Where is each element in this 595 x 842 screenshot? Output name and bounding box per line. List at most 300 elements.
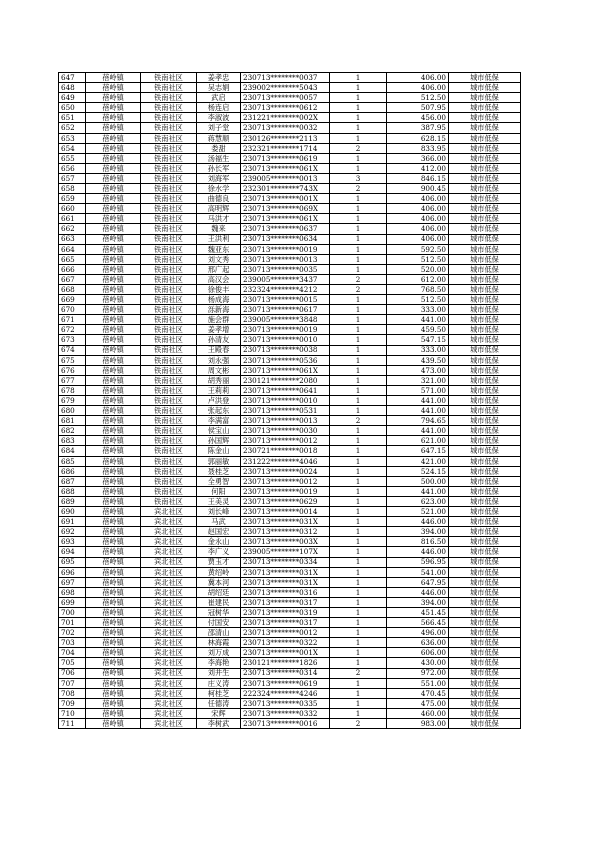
id-number-cell: 239005********3437: [241, 274, 330, 284]
table-row: [59, 537, 521, 547]
row-number-cell: 692: [59, 527, 86, 537]
household-size-cell: 1: [330, 295, 387, 305]
name-cell: 贾玉才: [197, 557, 241, 567]
row-number-cell: 667: [59, 274, 86, 284]
table-row: [59, 325, 521, 335]
amount-cell: 520.00: [387, 264, 449, 274]
relief-type-cell: 城市低保: [449, 658, 521, 668]
table-row: [59, 315, 521, 325]
relief-type-cell: 城市低保: [449, 234, 521, 244]
community-cell: 铁南社区: [141, 365, 197, 375]
name-cell: 马武: [197, 517, 241, 527]
row-number-cell: 668: [59, 284, 86, 294]
amount-cell: 441.00: [387, 315, 449, 325]
id-number-cell: 230713********0013: [241, 416, 330, 426]
town-cell: 蓓岭镇: [86, 284, 141, 294]
community-cell: 铁南社区: [141, 214, 197, 224]
town-cell: 蓓岭镇: [86, 517, 141, 527]
table-row: [59, 597, 521, 607]
household-size-cell: 2: [330, 184, 387, 194]
community-cell: 宾北社区: [141, 517, 197, 527]
table-row: [59, 113, 521, 123]
name-cell: 李淑波: [197, 113, 241, 123]
community-cell: 铁南社区: [141, 355, 197, 365]
name-cell: 杨连启: [197, 103, 241, 113]
id-number-cell: 239005********0013: [241, 173, 330, 183]
id-number-cell: 230713********0010: [241, 335, 330, 345]
amount-cell: 623.00: [387, 496, 449, 506]
id-number-cell: 230713********0317: [241, 618, 330, 628]
relief-type-cell: 城市低保: [449, 355, 521, 365]
table-row: [59, 73, 521, 83]
relief-type-cell: 城市低保: [449, 678, 521, 688]
amount-cell: 816.50: [387, 537, 449, 547]
name-cell: 高明辉: [197, 204, 241, 214]
town-cell: 蓓岭镇: [86, 698, 141, 708]
household-size-cell: 1: [330, 153, 387, 163]
community-cell: 宾北社区: [141, 607, 197, 617]
community-cell: 铁南社区: [141, 143, 197, 153]
table-body: [59, 73, 521, 729]
name-cell: 刘长峰: [197, 507, 241, 517]
id-number-cell: 230126********2113: [241, 133, 330, 143]
name-cell: 侯宝山: [197, 426, 241, 436]
amount-cell: 387.95: [387, 123, 449, 133]
relief-type-cell: 城市低保: [449, 547, 521, 557]
amount-cell: 406.00: [387, 194, 449, 204]
community-cell: 铁南社区: [141, 496, 197, 506]
community-cell: 铁南社区: [141, 113, 197, 123]
household-size-cell: 1: [330, 123, 387, 133]
household-size-cell: 1: [330, 103, 387, 113]
household-size-cell: 1: [330, 618, 387, 628]
amount-cell: 394.00: [387, 597, 449, 607]
id-number-cell: 230713********0612: [241, 103, 330, 113]
row-number-cell: 654: [59, 143, 86, 153]
table-row: [59, 607, 521, 617]
household-size-cell: 2: [330, 668, 387, 678]
table-row: [59, 375, 521, 385]
id-number-cell: 230713********0314: [241, 668, 330, 678]
name-cell: 马洪才: [197, 214, 241, 224]
household-size-cell: 1: [330, 567, 387, 577]
amount-cell: 900.45: [387, 184, 449, 194]
town-cell: 蓓岭镇: [86, 153, 141, 163]
community-cell: 宾北社区: [141, 719, 197, 729]
community-cell: 铁南社区: [141, 436, 197, 446]
id-number-cell: 230713********061X: [241, 163, 330, 173]
town-cell: 蓓岭镇: [86, 426, 141, 436]
relief-type-cell: 城市低保: [449, 618, 521, 628]
name-cell: 曲德良: [197, 194, 241, 204]
household-size-cell: 1: [330, 234, 387, 244]
household-size-cell: 1: [330, 688, 387, 698]
relief-type-cell: 城市低保: [449, 486, 521, 496]
name-cell: 魏来: [197, 224, 241, 234]
row-number-cell: 709: [59, 698, 86, 708]
id-number-cell: 230721********0018: [241, 446, 330, 456]
relief-type-cell: 城市低保: [449, 597, 521, 607]
table-row: [59, 638, 521, 648]
town-cell: 蓓岭镇: [86, 83, 141, 93]
name-cell: 邢广起: [197, 264, 241, 274]
community-cell: 铁南社区: [141, 456, 197, 466]
id-number-cell: 230713********0629: [241, 496, 330, 506]
row-number-cell: 672: [59, 325, 86, 335]
household-size-cell: 1: [330, 698, 387, 708]
id-number-cell: 230713********001X: [241, 648, 330, 658]
id-number-cell: 230713********0531: [241, 406, 330, 416]
household-size-cell: 1: [330, 466, 387, 476]
community-cell: 铁南社区: [141, 254, 197, 264]
id-number-cell: 230713********0322: [241, 638, 330, 648]
name-cell: 姜孝增: [197, 325, 241, 335]
town-cell: 蓓岭镇: [86, 295, 141, 305]
row-number-cell: 662: [59, 224, 86, 234]
amount-cell: 441.00: [387, 396, 449, 406]
town-cell: 蓓岭镇: [86, 264, 141, 274]
relief-type-cell: 城市低保: [449, 264, 521, 274]
community-cell: 铁南社区: [141, 325, 197, 335]
town-cell: 蓓岭镇: [86, 658, 141, 668]
amount-cell: 768.50: [387, 284, 449, 294]
table-row: [59, 365, 521, 375]
community-cell: 宾北社区: [141, 577, 197, 587]
id-number-cell: 230713********0617: [241, 305, 330, 315]
household-size-cell: 1: [330, 436, 387, 446]
relief-type-cell: 城市低保: [449, 719, 521, 729]
amount-cell: 833.95: [387, 143, 449, 153]
name-cell: 冀本河: [197, 577, 241, 587]
household-size-cell: 2: [330, 274, 387, 284]
relief-type-cell: 城市低保: [449, 436, 521, 446]
row-number-cell: 670: [59, 305, 86, 315]
table-row: [59, 688, 521, 698]
amount-cell: 512.50: [387, 295, 449, 305]
name-cell: 崔建民: [197, 597, 241, 607]
household-size-cell: 1: [330, 658, 387, 668]
id-number-cell: 231222********4046: [241, 456, 330, 466]
community-cell: 铁南社区: [141, 335, 197, 345]
community-cell: 铁南社区: [141, 295, 197, 305]
name-cell: 刘海军: [197, 173, 241, 183]
table-row: [59, 416, 521, 426]
table-row: [59, 446, 521, 456]
relief-type-cell: 城市低保: [449, 406, 521, 416]
community-cell: 铁南社区: [141, 284, 197, 294]
relief-type-cell: 城市低保: [449, 607, 521, 617]
household-size-cell: 1: [330, 73, 387, 83]
row-number-cell: 696: [59, 567, 86, 577]
id-number-cell: 230713********0019: [241, 486, 330, 496]
row-number-cell: 656: [59, 163, 86, 173]
row-number-cell: 681: [59, 416, 86, 426]
town-cell: 蓓岭镇: [86, 618, 141, 628]
community-cell: 铁南社区: [141, 385, 197, 395]
row-number-cell: 711: [59, 719, 86, 729]
row-number-cell: 664: [59, 244, 86, 254]
community-cell: 铁南社区: [141, 375, 197, 385]
amount-cell: 846.15: [387, 173, 449, 183]
town-cell: 蓓岭镇: [86, 507, 141, 517]
id-number-cell: 232324********4212: [241, 284, 330, 294]
row-number-cell: 650: [59, 103, 86, 113]
name-cell: 王殿春: [197, 345, 241, 355]
town-cell: 蓓岭镇: [86, 244, 141, 254]
row-number-cell: 706: [59, 668, 86, 678]
community-cell: 铁南社区: [141, 123, 197, 133]
table-row: [59, 335, 521, 345]
town-cell: 蓓岭镇: [86, 587, 141, 597]
amount-cell: 406.00: [387, 234, 449, 244]
town-cell: 蓓岭镇: [86, 396, 141, 406]
relief-type-cell: 城市低保: [449, 305, 521, 315]
household-size-cell: 1: [330, 214, 387, 224]
community-cell: 铁南社区: [141, 224, 197, 234]
table-row: [59, 426, 521, 436]
name-cell: 胡绍廷: [197, 587, 241, 597]
name-cell: 任德涛: [197, 698, 241, 708]
household-size-cell: 1: [330, 628, 387, 638]
relief-type-cell: 城市低保: [449, 396, 521, 406]
name-cell: 付国安: [197, 618, 241, 628]
amount-cell: 406.00: [387, 73, 449, 83]
town-cell: 蓓岭镇: [86, 688, 141, 698]
town-cell: 蓓岭镇: [86, 527, 141, 537]
town-cell: 蓓岭镇: [86, 567, 141, 577]
amount-cell: 470.45: [387, 688, 449, 698]
household-size-cell: 1: [330, 446, 387, 456]
name-cell: 孙长军: [197, 163, 241, 173]
row-number-cell: 677: [59, 375, 86, 385]
amount-cell: 333.00: [387, 345, 449, 355]
table-row: [59, 153, 521, 163]
town-cell: 蓓岭镇: [86, 305, 141, 315]
community-cell: 宾北社区: [141, 547, 197, 557]
id-number-cell: 230713********0016: [241, 719, 330, 729]
community-cell: 宾北社区: [141, 668, 197, 678]
amount-cell: 446.00: [387, 517, 449, 527]
table-row: [59, 476, 521, 486]
id-number-cell: 230713********0319: [241, 607, 330, 617]
table-row: [59, 628, 521, 638]
household-size-cell: 1: [330, 254, 387, 264]
row-number-cell: 653: [59, 133, 86, 143]
household-size-cell: 1: [330, 537, 387, 547]
amount-cell: 606.00: [387, 648, 449, 658]
relief-type-cell: 城市低保: [449, 577, 521, 587]
relief-type-cell: 城市低保: [449, 204, 521, 214]
id-number-cell: 230713********069X: [241, 204, 330, 214]
name-cell: 赵国宏: [197, 527, 241, 537]
name-cell: 徐水学: [197, 184, 241, 194]
amount-cell: 412.00: [387, 163, 449, 173]
row-number-cell: 652: [59, 123, 86, 133]
household-size-cell: 1: [330, 527, 387, 537]
row-number-cell: 707: [59, 678, 86, 688]
row-number-cell: 699: [59, 597, 86, 607]
id-number-cell: 230713********031X: [241, 567, 330, 577]
id-number-cell: 230713********0012: [241, 436, 330, 446]
town-cell: 蓓岭镇: [86, 406, 141, 416]
row-number-cell: 674: [59, 345, 86, 355]
community-cell: 宾北社区: [141, 587, 197, 597]
row-number-cell: 665: [59, 254, 86, 264]
name-cell: 泺新海: [197, 305, 241, 315]
row-number-cell: 676: [59, 365, 86, 375]
relief-type-cell: 城市低保: [449, 284, 521, 294]
town-cell: 蓓岭镇: [86, 143, 141, 153]
relief-type-cell: 城市低保: [449, 688, 521, 698]
town-cell: 蓓岭镇: [86, 678, 141, 688]
amount-cell: 456.00: [387, 113, 449, 123]
row-number-cell: 690: [59, 507, 86, 517]
table-row: [59, 284, 521, 294]
relief-type-cell: 城市低保: [449, 638, 521, 648]
town-cell: 蓓岭镇: [86, 123, 141, 133]
id-number-cell: 239005********3848: [241, 315, 330, 325]
amount-cell: 794.65: [387, 416, 449, 426]
name-cell: 魏亚东: [197, 244, 241, 254]
table-row: [59, 678, 521, 688]
name-cell: 王美灵: [197, 496, 241, 506]
community-cell: 铁南社区: [141, 345, 197, 355]
name-cell: 冠树华: [197, 607, 241, 617]
id-number-cell: 230713********0035: [241, 264, 330, 274]
amount-cell: 524.15: [387, 466, 449, 476]
table-row: [59, 517, 521, 527]
community-cell: 铁南社区: [141, 446, 197, 456]
household-size-cell: 1: [330, 486, 387, 496]
table-row: [59, 133, 521, 143]
id-number-cell: 230121********1826: [241, 658, 330, 668]
id-number-cell: 230713********001X: [241, 194, 330, 204]
town-cell: 蓓岭镇: [86, 274, 141, 284]
community-cell: 铁南社区: [141, 486, 197, 496]
relief-type-cell: 城市低保: [449, 133, 521, 143]
name-cell: 宋辉: [197, 708, 241, 718]
name-cell: 黄绍岭: [197, 567, 241, 577]
name-cell: 何阳: [197, 486, 241, 496]
amount-cell: 321.00: [387, 375, 449, 385]
town-cell: 蓓岭镇: [86, 719, 141, 729]
row-number-cell: 669: [59, 295, 86, 305]
row-number-cell: 684: [59, 446, 86, 456]
community-cell: 铁南社区: [141, 93, 197, 103]
amount-cell: 612.00: [387, 274, 449, 284]
household-size-cell: 1: [330, 133, 387, 143]
id-number-cell: 230713********0019: [241, 325, 330, 335]
community-cell: 铁南社区: [141, 103, 197, 113]
household-size-cell: 2: [330, 143, 387, 153]
row-number-cell: 673: [59, 335, 86, 345]
row-number-cell: 657: [59, 173, 86, 183]
community-cell: 宾北社区: [141, 567, 197, 577]
name-cell: 陈金山: [197, 446, 241, 456]
town-cell: 蓓岭镇: [86, 173, 141, 183]
amount-cell: 441.00: [387, 406, 449, 416]
amount-cell: 473.00: [387, 365, 449, 375]
relief-type-cell: 城市低保: [449, 698, 521, 708]
table-row: [59, 83, 521, 93]
row-number-cell: 659: [59, 194, 86, 204]
town-cell: 蓓岭镇: [86, 103, 141, 113]
relief-type-cell: 城市低保: [449, 567, 521, 577]
table-row: [59, 567, 521, 577]
community-cell: 铁南社区: [141, 83, 197, 93]
relief-type-cell: 城市低保: [449, 537, 521, 547]
name-cell: 邵清山: [197, 628, 241, 638]
community-cell: 铁南社区: [141, 406, 197, 416]
amount-cell: 512.50: [387, 254, 449, 264]
relief-type-cell: 城市低保: [449, 173, 521, 183]
table-row: [59, 577, 521, 587]
amount-cell: 571.00: [387, 385, 449, 395]
row-number-cell: 710: [59, 708, 86, 718]
name-cell: 张起东: [197, 406, 241, 416]
town-cell: 蓓岭镇: [86, 456, 141, 466]
row-number-cell: 694: [59, 547, 86, 557]
table-row: [59, 547, 521, 557]
id-number-cell: 239005********107X: [241, 547, 330, 557]
community-cell: 铁南社区: [141, 305, 197, 315]
town-cell: 蓓岭镇: [86, 638, 141, 648]
table-row: [59, 355, 521, 365]
table-row: [59, 708, 521, 718]
relief-type-cell: 城市低保: [449, 163, 521, 173]
table-row: [59, 698, 521, 708]
row-number-cell: 693: [59, 537, 86, 547]
household-size-cell: 1: [330, 476, 387, 486]
amount-cell: 394.00: [387, 527, 449, 537]
community-cell: 宾北社区: [141, 618, 197, 628]
table-row: [59, 385, 521, 395]
relief-type-cell: 城市低保: [449, 466, 521, 476]
id-number-cell: 232301********743X: [241, 184, 330, 194]
relief-type-cell: 城市低保: [449, 517, 521, 527]
community-cell: 铁南社区: [141, 133, 197, 143]
amount-cell: 636.00: [387, 638, 449, 648]
amount-cell: 647.15: [387, 446, 449, 456]
relief-type-cell: 城市低保: [449, 244, 521, 254]
name-cell: 孙国辉: [197, 436, 241, 446]
community-cell: 宾北社区: [141, 628, 197, 638]
town-cell: 蓓岭镇: [86, 597, 141, 607]
relief-type-cell: 城市低保: [449, 507, 521, 517]
relief-type-cell: 城市低保: [449, 668, 521, 678]
amount-cell: 459.50: [387, 325, 449, 335]
relief-type-cell: 城市低保: [449, 214, 521, 224]
town-cell: 蓓岭镇: [86, 577, 141, 587]
relief-type-cell: 城市低保: [449, 184, 521, 194]
id-number-cell: 230713********003X: [241, 537, 330, 547]
community-cell: 铁南社区: [141, 466, 197, 476]
town-cell: 蓓岭镇: [86, 557, 141, 567]
id-number-cell: 230713********0619: [241, 678, 330, 688]
name-cell: 李满富: [197, 416, 241, 426]
relief-type-cell: 城市低保: [449, 93, 521, 103]
table-row: [59, 618, 521, 628]
relief-type-cell: 城市低保: [449, 83, 521, 93]
row-number-cell: 708: [59, 688, 86, 698]
name-cell: 周文彬: [197, 365, 241, 375]
row-number-cell: 675: [59, 355, 86, 365]
table-row: [59, 143, 521, 153]
community-cell: 铁南社区: [141, 163, 197, 173]
household-size-cell: 1: [330, 194, 387, 204]
name-cell: 金永山: [197, 537, 241, 547]
id-number-cell: 230713********0015: [241, 295, 330, 305]
